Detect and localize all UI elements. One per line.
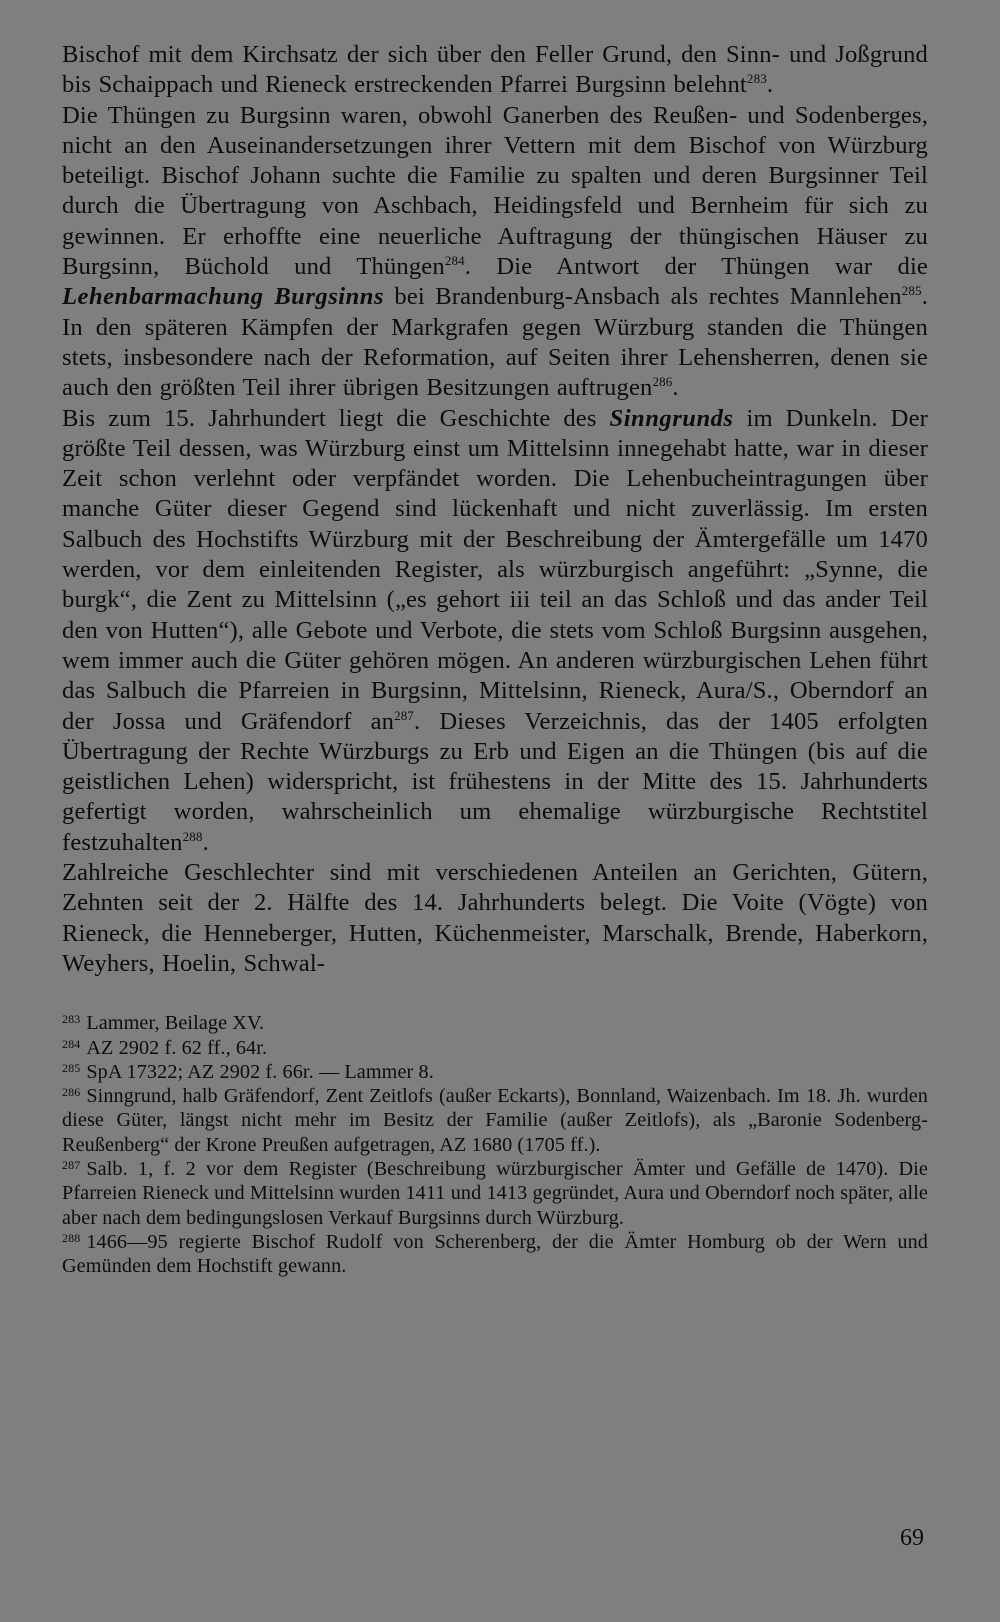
text-run: .: [202, 828, 209, 856]
footnote-284: [62, 1036, 928, 1060]
footnote-text: Sinngrund, halb Gräfendorf, Zent Zeitlofs (außer Eckarts), Bonnland, Waizenbach. Im 18. Jh. wurden diese Güter, längst nicht mehr im Besitz der Familie (außer Zeitlofs), als „Baronie Sodenberg-Reußenberg“ der Krone Preußen aufgetragen, AZ 1680 (1705 ff.).: [62, 1085, 928, 1156]
footnote-text: Lammer, Beilage XV.: [86, 1012, 265, 1035]
emphasis: Sinngrunds: [609, 404, 734, 432]
footnote-ref[interactable]: 283: [746, 71, 767, 87]
paragraph-3: [62, 404, 928, 858]
footnote-text: 1466—95 regierte Bischof Rudolf von Scherenberg, der die Ämter Homburg ob der Wern und Gemünden dem Hochstift gewann.: [62, 1230, 928, 1278]
footnote-text: Salb. 1, f. 2 vor dem Register (Beschreibung würzburgischer Ämter und Gefälle de 1470). Die Pfarreien Rieneck und Mittelsinn wurden 1411 und 1413 gegründet, Aura und Oberndorf noch später, alle aber nach dem bedingungslosen Verkauf Burgsinns durch Würzburg.: [62, 1157, 928, 1229]
paragraph-2: [62, 101, 928, 404]
text-run: .: [672, 374, 679, 402]
footnote-number: 284: [62, 1036, 81, 1051]
page-number: 69: [900, 1525, 924, 1551]
footnote-number: 283: [62, 1012, 81, 1027]
footnote-286: [62, 1084, 928, 1157]
paragraph-1: [62, 40, 928, 101]
footnote-ref[interactable]: 288: [182, 828, 203, 844]
footnote-number: 286: [62, 1085, 81, 1100]
footnote-ref[interactable]: 285: [901, 283, 922, 299]
main-text: [62, 40, 928, 979]
text-run: Bis zum 15. Jahrhundert liegt die Geschichte des: [62, 404, 610, 432]
text-run: . Die Antwort der Thüngen war die: [464, 253, 928, 281]
footnote-285: [62, 1060, 928, 1084]
footnotes: [62, 1011, 928, 1278]
text-run: .: [766, 71, 774, 99]
footnote-number: 285: [62, 1060, 81, 1075]
footnote-ref[interactable]: 284: [444, 253, 465, 269]
footnote-ref[interactable]: 286: [652, 374, 673, 390]
footnote-288: [62, 1230, 928, 1279]
text-run: Bischof mit dem Kirchsatz der sich über den Feller Grund, den Sinn- und Joßgrund bis Schaippach und Rieneck erstreckenden Pfarrei Burgsinn belehnt: [62, 41, 928, 99]
footnote-number: 287: [62, 1157, 81, 1172]
emphasis: Lehenbarmachung Burgsinns: [62, 283, 385, 311]
text-run: . Dieses Verzeichnis, das der 1405 erfolgten Übertragung der Rechte Würzburgs zu Erb und Eigen an die Thüngen (bis auf die geistlichen Lehen) widerspricht, ist frühestens in der Mitte des 15. Jahrhunderts gefertigt worden, wahrscheinlich um ehemalige würzburgische Rechtstitel festzuhalten: [62, 707, 928, 856]
text-run: Die Thüngen zu Burgsinn waren, obwohl Ganerben des Reußen- und Sodenberges, nicht an den Auseinandersetzungen ihrer Vettern mit dem Bischof von Würzburg beteiligt. Bischof Johann suchte die Familie zu spalten und deren Burgsinner Teil durch die Übertragung von Aschbach, Heidingsfeld und Bernheim für sich zu gewinnen. Er erhoffte eine neuerliche Auftragung der thüngischen Häuser zu Burgsinn, Büchold und Thüngen: [62, 101, 928, 281]
footnote-text: SpA 17322; AZ 2902 f. 66r. — Lammer 8.: [86, 1060, 434, 1083]
text-run: bei Brandenburg-Ansbach als rechtes Mannlehen: [384, 283, 902, 311]
footnote-ref[interactable]: 287: [394, 707, 415, 723]
footnote-283: [62, 1011, 928, 1035]
footnote-text: AZ 2902 f. 62 ff., 64r.: [86, 1036, 268, 1059]
footnote-287: [62, 1157, 928, 1230]
footnote-number: 288: [62, 1230, 81, 1245]
book-page: [62, 40, 928, 1600]
text-run: Zahlreiche Geschlechter sind mit verschiedenen Anteilen an Gerichten, Gütern, Zehnten seit der 2. Hälfte des 14. Jahrhunderts belegt. Die Voite (Vögte) von Rieneck, die Henneberger, Hutten, Küchenmeister, Marschalk, Brende, Haberkorn, Weyhers, Hoelin, Schwal-: [62, 859, 928, 977]
paragraph-4: [62, 858, 928, 979]
text-run: im Dunkeln. Der größte Teil dessen, was Würzburg einst um Mittelsinn innegehabt hatte, war in dieser Zeit schon verlehnt oder verpfändet worden. Die Lehenbucheintragungen über manche Güter dieser Gegend sind lückenhaft und nicht zuverlässig. Im ersten Salbuch des Hochstifts Würzburg mit der Beschreibung der Ämtergefälle um 1470 werden, vor dem einleitenden Register, als würzburgisch angeführt: „Synne, die burgk“, die Zent zu Mittelsinn („es gehort iii teil an das Schloß und das ander Teil den von Hutten“), alle Gebote und Verbote, die stets vom Schloß Burgsinn ausgehen, wem immer auch die Güter gehören mögen. An anderen würzburgischen Lehen führt das Salbuch die Pfarreien in Burgsinn, Mittelsinn, Rieneck, Aura/S., Oberndorf an der Jossa und Gräfendorf an: [62, 404, 928, 735]
text-run: . In den späteren Kämpfen der Markgrafen gegen Würzburg standen die Thüngen stets, insbesondere nach der Reformation, auf Seiten ihrer Lehensherren, denen sie auch den größten Teil ihrer übrigen Besitzungen auftrugen: [62, 283, 928, 402]
